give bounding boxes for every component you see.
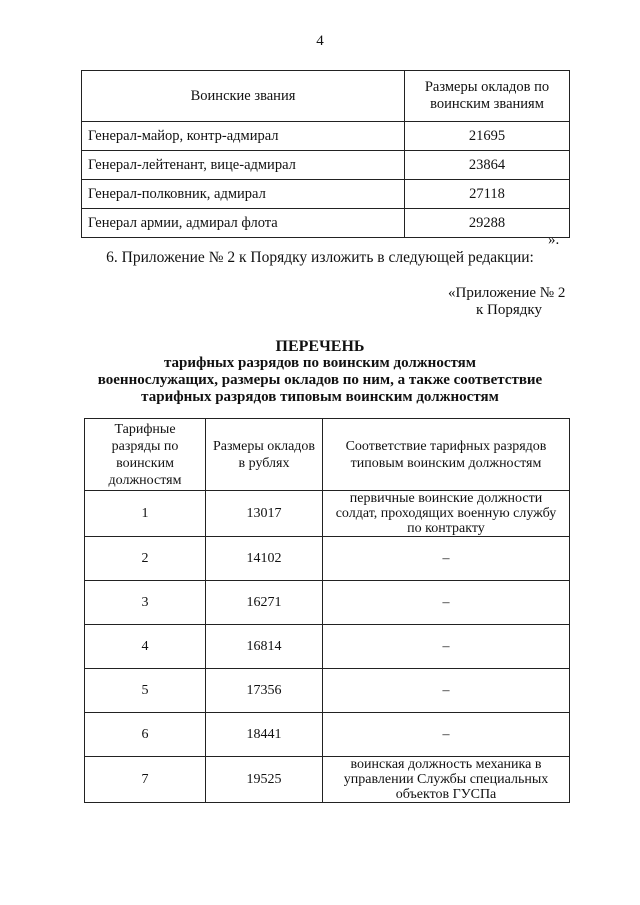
appendix-reference: «Приложение № 2 (448, 285, 566, 301)
rank-cell: Генерал армии, адмирал флота (82, 209, 405, 238)
table-row (85, 625, 570, 669)
position-cell: – (323, 625, 570, 669)
table-row (82, 122, 570, 151)
grade-cell: 1 (85, 491, 206, 537)
salary-cell: 13017 (206, 491, 323, 537)
salary-cell: 19525 (206, 757, 323, 803)
position-cell: – (323, 581, 570, 625)
salary-cell: 27118 (405, 180, 570, 209)
table-row (82, 180, 570, 209)
table-row (85, 713, 570, 757)
document-subtitle-line3: тарифных разрядов типовым воинским должностям (141, 389, 499, 405)
table-row (85, 537, 570, 581)
salary-cell: 18441 (206, 713, 323, 757)
salary-cell: 16814 (206, 625, 323, 669)
table-row (85, 581, 570, 625)
grade-cell: 7 (85, 757, 206, 803)
position-cell: – (323, 537, 570, 581)
table-row (85, 491, 570, 537)
grade-cell: 5 (85, 669, 206, 713)
salary-cell: 23864 (405, 151, 570, 180)
table-header-row (85, 419, 570, 491)
closing-quote: ». (548, 232, 560, 248)
table-row (85, 669, 570, 713)
header-salary: Размеры окладов по воинским званиям (405, 71, 570, 122)
salary-cell: 17356 (206, 669, 323, 713)
header-grade: Тарифные разряды по воинским должностям (85, 419, 206, 491)
salary-cell: 21695 (405, 122, 570, 151)
document-title: ПЕРЕЧЕНЬ (275, 338, 365, 355)
table-row (82, 209, 570, 238)
rank-cell: Генерал-лейтенант, вице-адмирал (82, 151, 405, 180)
rank-cell: Генерал-майор, контр-адмирал (82, 122, 405, 151)
header-salary: Размеры окладов в рублях (206, 419, 323, 491)
appendix-reference-line2: к Порядку (476, 302, 542, 318)
position-cell: воинская должность механика в управлении Службы специальных объектов ГУСПа (323, 757, 570, 803)
page-number: 4 (316, 33, 324, 49)
salary-cell: 29288 (405, 209, 570, 238)
table-row (85, 757, 570, 803)
salary-cell: 16271 (206, 581, 323, 625)
position-cell: первичные воинские должности солдат, проходящих военную службу по контракту (323, 491, 570, 537)
grade-cell: 4 (85, 625, 206, 669)
grade-cell: 6 (85, 713, 206, 757)
header-position: Соответствие тарифных разрядов типовым воинским должностям (323, 419, 570, 491)
rank-cell: Генерал-полковник, адмирал (82, 180, 405, 209)
salary-cell: 14102 (206, 537, 323, 581)
amendment-paragraph: 6. Приложение № 2 к Порядку изложить в следующей редакции: (106, 249, 534, 266)
document-subtitle-line2: военнослужащих, размеры окладов по ним, а также соответствие (97, 372, 543, 388)
document-subtitle-line1: тарифных разрядов по воинским должностям (164, 355, 476, 371)
grade-cell: 2 (85, 537, 206, 581)
table-header-row (82, 71, 570, 122)
tariff-grade-table (84, 418, 570, 803)
rank-salary-table (81, 70, 570, 238)
table-row (82, 151, 570, 180)
grade-cell: 3 (85, 581, 206, 625)
position-cell: – (323, 669, 570, 713)
position-cell: – (323, 713, 570, 757)
header-rank: Воинские звания (82, 71, 405, 122)
